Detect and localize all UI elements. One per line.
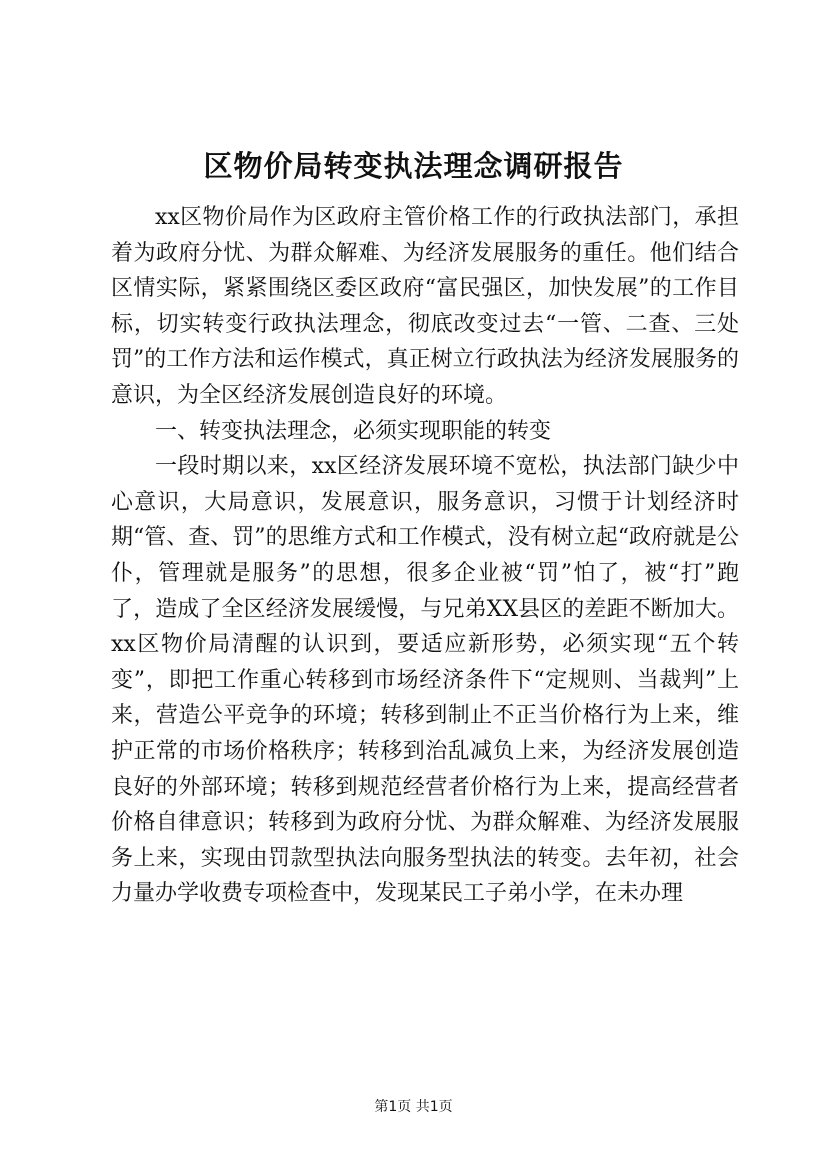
section-heading: 一、转变执法理念，必须实现职能的转变 (155, 418, 552, 444)
document-title: 区物价局转变执法理念调研报告 (203, 149, 624, 183)
page-footer: 第1页 共1页 (374, 1099, 453, 1115)
document-body (111, 200, 739, 912)
intro-paragraph: xx区物价局作为区政府主管价格工作的行政执法部门，承担着为政府分忧、为群众解难、为经济发展服务的重任。他们结合区情实际，紧紧围绕区委区政府“富民强区，加快发展”的工作目标，切实转变行政执法理念，彻底改变过去“一管、二查、三处罚”的工作方法和运作模式，真正树立行政执法为经济发展服务的意识，为全区经济发展创造良好的环境。 (111, 205, 739, 408)
section-paragraph: 一段时期以来，xx区经济发展环境不宽松，执法部门缺少中心意识，大局意识，发展意识，服务意识，习惯于计划经济时期“管、查、罚”的思维方式和工作模式，没有树立起“政府就是公仆，管理就是服务”的思想，很多企业被“罚”怕了，被“打”跑了，造成了全区经济发展缓慢，与兄弟XX县区的差距不断加大。xx区物价局清醒的认识到，要适应新形势，必须实现“五个转变”，即把工作重心转移到市场经济条件下“定规则、当裁判”上来，营造公平竞争的环境；转移到制止不正当价格行为上来，维护正常的市场价格秩序；转移到治乱减负上来，为经济发展创造良好的外部环境；转移到规范经营者价格行为上来，提高经营者价格自律意识；转移到为政府分忧、为群众解难、为经济发展服务上来，实现由罚款型执法向服务型执法的转变。去年初，社会力量办学收费专项检查中，发现某民工子弟小学，在未办理 (111, 454, 739, 907)
